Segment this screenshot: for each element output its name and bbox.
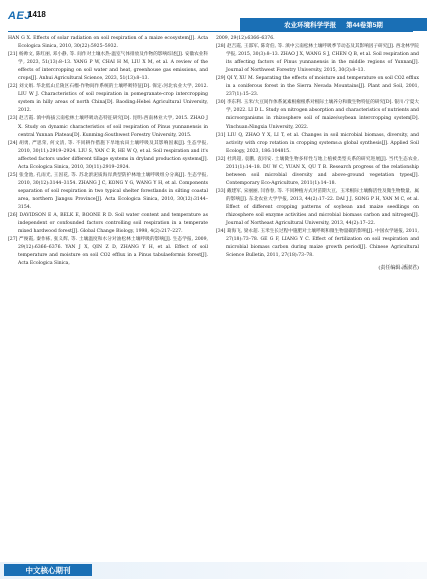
- footer-logo: 中文核心期刊: [4, 564, 92, 576]
- journal-header-band: [240, 18, 427, 31]
- header-left: [8, 8, 218, 30]
- reference-item: [23] 赵吉霞. 滇中海拔云南松林土壤呼吸动态特征研究[D]. 昆明:西南林业大学, 2015. ZHAO J X. Study on dynamic characteristics of soil respiration of Pinus yunnanensis in central Yunnan Plateau[D]. Kunming:Southwest Forestry University, 2015.: [8, 116, 208, 138]
- reference-item: [30] 李东利. 玉米/大豆间作体系氮素根瘤根系对根际土壤养分和微生物特征的研究[D]. 银川:宁夏大学, 2022. LI D L. Study on nitrogen absorption and characteristics of nutrients and microorganisms in rhizosphere soil of maize/soybean intercropping system[D]. Yinchuan:Ningxia University, 2022.: [216, 100, 419, 130]
- reference-item: [21] 杨帅文, 陈红丽, 邓小静, 等. 间作对土壤水热-温室气体排放及作物的影响综述[J]. 安徽农业科学, 2023, 51(13):8–13. YANG P W, CHAI H M, LIU X M, et al. A review of the effects of intercropping on soil water and heat, greenhouse gas emissions, and crops[J]. Anhui Agricultural Science, 2023, 51(13):8–13.: [8, 52, 208, 82]
- reference-item: [26] DAVIDSON E A, BELK E, BOONE R D. Soil water content and temperature as independent or confounded factors controlling soil respiration in a temperate mixed hardwood forest[J]. Global Change Biology, 1998, 4(2):217–227.: [8, 213, 208, 235]
- page-number: 1418: [28, 10, 46, 19]
- editor-note: (责任编辑:潘淑君): [378, 265, 419, 272]
- reference-item: [25] 张金池, 孔雨光, 王因花, 等. 苏北淤泥质海岸典型防护林地土壤呼吸组分分离[J]. 生态学报, 2010, 30(12):3144–3154. ZHANG J C, KONG Y G, WANG Y H, et al. Components separation of soil respiration in two typical shelter forestlands in silting coastal area, northern Jiangsu Province[J]. Acta Ecologica Sinica, 2010, 30(12):3144–3154.: [8, 172, 208, 210]
- journal-logo: AEJ: [8, 10, 31, 22]
- reference-item: [22] 刘文娟. 华北低山丘陵区石榴-作物间作系统的土壤呼吸特征[D]. 保定:河北农业大学, 2012. LIU W J. Characteristics of soil respiration in pomegranate-crop intercropping system in hilly areas of north China[D]. Baoding:Hebei Agricultural University, 2012.: [8, 84, 208, 114]
- left-reference-column: [8, 35, 208, 268]
- reference-item: [34] 葛海飞, 梁永超. 玉米生长过程中施肥对土壤呼吸和微生物量碳的影响[J]. 中国农学通报, 2011, 27(18):73–78. GE G F, LIANG Y C. Effect of fertilization on soil respiration and microbial biomass carbon during maize growth period[J]. Chinese Agricultural Science Bulletin, 2011, 27(18):73–78.: [216, 229, 419, 259]
- reference-item: [29] QI Y, XU M. Separating the effects of moisture and temperature on soil CO2 efflux in a coniferous forest in the Sierra Nevada Mountains[J]. Plant and Soil, 2001, 237(1):15–23.: [216, 76, 419, 98]
- reference-item: [31] LIU Q, ZHAO Y X, LI T, et al. Changes in soil microbial biomass, diversity, and activity with crop rotation in cropping systems:a global synthesis[J]. Applied Soil Ecology, 2023, 186:104815.: [216, 132, 419, 154]
- reference-item: HAN G X. Effects of solar radiation on soil respiration of a maize ecosystem[J]. Acta Ecologica Sinica, 2010, 30(22):5925–5932.: [8, 36, 208, 50]
- reference-item: [27] 严俊霞, 秦作栋, 张义辉, 等. 土壤温度和水分对油松林土壤呼吸的影响[J]. 生态学报, 2009, 29(12):6366–6376. YAN J X, QIN Z D, ZHANG Y H, et al. Effect of soil temperature and moisture on soil CO2 efflux in a Pinus tabulaeformis forest[J]. Acta Ecologica Sinica,: [8, 237, 208, 267]
- right-reference-column: [216, 35, 419, 272]
- reference-item: 2009, 29(12):6366–6376.: [216, 36, 275, 41]
- journal-title: 农业环境科学学报: [284, 22, 337, 29]
- reference-item: [32] 杜鸿超, 袁鹏, 袁同安. 土壤微生物多样性与地上植被类型关系的研究进展[J]. 当代生态农业, 2011(1):14–18. DU W C, YUAN X, QU T B. Research progress of the relationship between soil microbial diversity and above-ground vegetation types[J]. Contemporary Eco-Agriculture, 2011(1):14–18.: [216, 156, 419, 186]
- reference-item: [24] 胡勇, 严思荣, 何文清, 等. 不同耕作措施下旱地农田土壤呼吸及其影响因素[J]. 生态学报, 2010, 30(11):2919–2924. LIU S, YAN C R, HE W Q, et al. Soil respiration and it's affected factors under different tillage systems in dryland production systems[J]. Acta Ecologica Sinica, 2010, 30(11):2919–2924.: [8, 140, 208, 170]
- reference-item: [33] 戴建军, 宋丽丽, 闫春春, 等. 不同种植方式对苗期大豆、玉米根际土壤酶活性及微生物数量、属的影响[J]. 东北农业大学学报, 2013, 44(2):17–22. DAI J J, SONG P H, YAN M C, et al. Effect of different cropping patterns of soybean and maize seedlings on rhizosphere soil enzyme activities and microbial biomass carbon and nitrogen[J]. Journal of Northeast Agricultural University, 2013, 44(2):17–22.: [216, 188, 419, 227]
- reference-item: [28] 赵吉霞, 王邵军, 陈奇伯, 等. 滇中云南松林土壤呼吸季节动态及其影响因子研究[J]. 西北林学院学报, 2015, 30(3):8–13. ZHAO J X, WANG S J, CHEN Q B, et al. Soil respiration and its affecting factors of Pinus yunnanensis in the middle regions of Yunnan[J]. Journal of Northwest Forestry University, 2015, 30(3):8–13.: [216, 44, 419, 74]
- journal-issue: 第44卷第5期: [346, 22, 383, 29]
- header-divider: [8, 31, 413, 32]
